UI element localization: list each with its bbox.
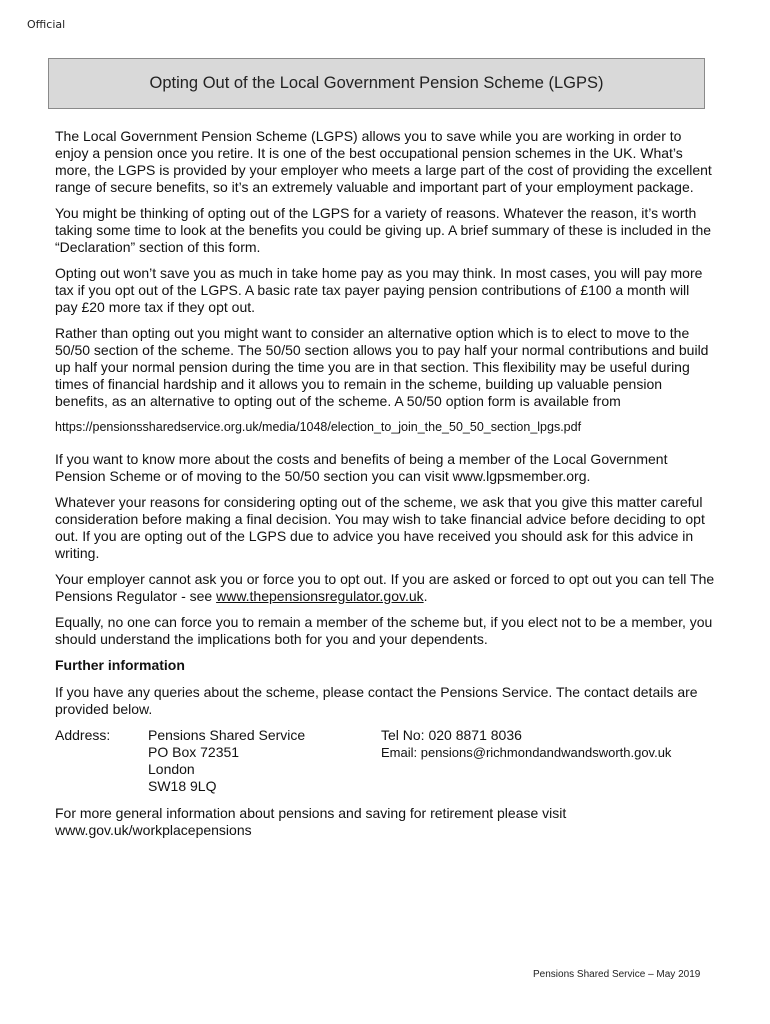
document-body xyxy=(55,128,715,848)
address-line: Pensions Shared Service xyxy=(148,727,306,743)
further-info-intro: If you have any queries about the scheme, please contact the Pensions Service. The contact details are provided below. xyxy=(55,684,698,717)
telephone-number: Tel No: 020 8871 8036 xyxy=(381,727,522,743)
paragraph-intro: The Local Government Pension Scheme (LGPS) allows you to save while you are working in order to enjoy a pension once you retire. It is one of the best occupational pension schemes in the UK. What’s more, the LGPS is provided by your employer who meets a large part of the cost of providing the excellent range of secure benefits, so it’s an extremely valuable and important part of your employment package. xyxy=(55,128,712,195)
further-info-heading: Further information xyxy=(55,657,185,673)
address-label: Address: xyxy=(55,727,111,743)
regulator-link[interactable]: www.thepensionsregulator.gov.uk xyxy=(216,588,424,604)
regulator-text-prefix: Your employer cannot ask you or force you to opt out. If you are asked or forced to opt out you can tell The Pensions Regulator - see xyxy=(55,571,715,604)
address-line: SW18 9LQ xyxy=(148,778,217,794)
address-block xyxy=(148,727,381,795)
paragraph-consideration: Whatever your reasons for considering opting out of the scheme, we ask that you give this matter careful consideration before making a final decision. You may wish to take financial advice before deciding to opt out. If you are opting out of the LGPS due to advice you have received you should ask for this advice in writing. xyxy=(55,494,705,561)
link-5050-form[interactable]: https://pensionssharedservice.org.uk/media/1048/election_to_join_the_50_50_section_lpgs.pdf xyxy=(55,420,582,434)
paragraph-more-info: If you want to know more about the costs and benefits of being a member of the Local Government Pension Scheme or of moving to the 50/50 section you can visit www.lgpsmember.org. xyxy=(55,451,668,484)
title-box xyxy=(48,58,705,109)
paragraph-regulator xyxy=(55,571,715,605)
closing-paragraph: For more general information about pensions and saving for retirement please visit www.gov.uk/workplacepensions xyxy=(55,805,567,838)
footer-text: Pensions Shared Service – May 2019 xyxy=(533,969,701,980)
paragraph-5050-option: Rather than opting out you might want to consider an alternative option which is to elect to move to the 50/50 section of the scheme. The 50/50 section allows you to pay half your normal contributions and build up half your normal pension during the time you are in that section. This flexibility may be useful during times of financial hardship and it allows you to remain in the scheme, building up valuable pension benefits, as an alternative to opting out of the scheme. A 50/50 option form is available from xyxy=(55,325,709,409)
regulator-text-suffix: . xyxy=(423,588,428,604)
phone-email-block xyxy=(381,727,671,795)
address-line: PO Box 72351 xyxy=(148,744,240,760)
paragraph-reasons: You might be thinking of opting out of the LGPS for a variety of reasons. Whatever the reason, it’s worth taking some time to look at the benefits you could be giving up. A brief summary of these is included in the “Declaration” section of this form. xyxy=(55,205,712,255)
paragraph-remain-member: Equally, no one can force you to remain a member of the scheme but, if you elect not to be a member, you should understand the implications both for you and your dependents. xyxy=(55,614,713,647)
classification-label: Official xyxy=(27,18,66,31)
page-title: Opting Out of the Local Government Pension Scheme (LGPS) xyxy=(149,74,604,92)
contact-details xyxy=(55,727,715,795)
address-line: London xyxy=(148,761,195,777)
email-address[interactable]: Email: pensions@richmondandwandsworth.gov.uk xyxy=(381,745,672,760)
paragraph-tax: Opting out won’t save you as much in take home pay as you may think. In most cases, you will pay more tax if you opt out of the LGPS. A basic rate tax payer paying pension contributions of £100 a month will pay £20 more tax if they opt out. xyxy=(55,265,703,315)
